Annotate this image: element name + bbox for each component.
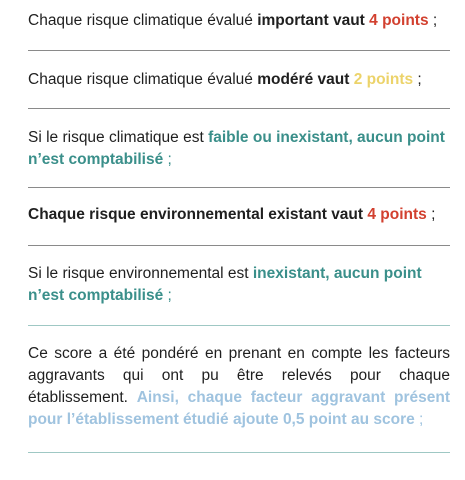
rule-environment-existing — [28, 204, 450, 226]
divider — [28, 452, 450, 453]
item-bold: important vaut — [257, 12, 370, 29]
item-points: 2 points — [353, 71, 414, 88]
divider — [28, 108, 450, 109]
item-text: Chaque risque climatique évalué — [28, 71, 258, 88]
item-highlight: Ainsi, chaque facteur aggravant présent pour l’établissement étudié ajoute 0,5 point au score — [28, 389, 451, 428]
item-separator: ; — [163, 151, 172, 168]
rule-climate-low — [28, 127, 450, 171]
rule-climate-moderate — [28, 69, 450, 91]
item-separator: ; — [413, 71, 422, 88]
divider — [28, 50, 450, 51]
item-text: Ce score a été pondéré en prenant en compte les facteurs aggravants qui ont pu être relevés pour chaque établissement. — [28, 345, 450, 406]
item-text: Chaque risque climatique évalué — [28, 12, 258, 29]
item-bold: modéré vaut — [257, 71, 354, 88]
divider — [28, 325, 450, 326]
divider — [28, 245, 450, 246]
item-separator: ; — [414, 411, 424, 428]
item-points: 4 points — [367, 206, 427, 223]
item-highlight: faible ou inexistant, aucun point n’est comptabilisé — [28, 129, 445, 168]
rule-environment-none — [28, 263, 450, 307]
item-separator: ; — [428, 12, 438, 29]
item-points: 4 points — [369, 12, 429, 29]
score-weighting-note — [28, 343, 450, 431]
item-separator: ; — [163, 287, 172, 304]
item-text: Si le risque climatique est — [28, 129, 209, 146]
item-separator: ; — [426, 206, 436, 223]
item-highlight: inexistant, aucun point n’est comptabilisé — [28, 265, 422, 304]
rule-climate-important — [28, 10, 450, 32]
item-bold: Chaque risque environnemental existant vaut — [28, 206, 368, 223]
divider — [28, 187, 450, 188]
item-text: Si le risque environnemental est — [28, 265, 253, 282]
